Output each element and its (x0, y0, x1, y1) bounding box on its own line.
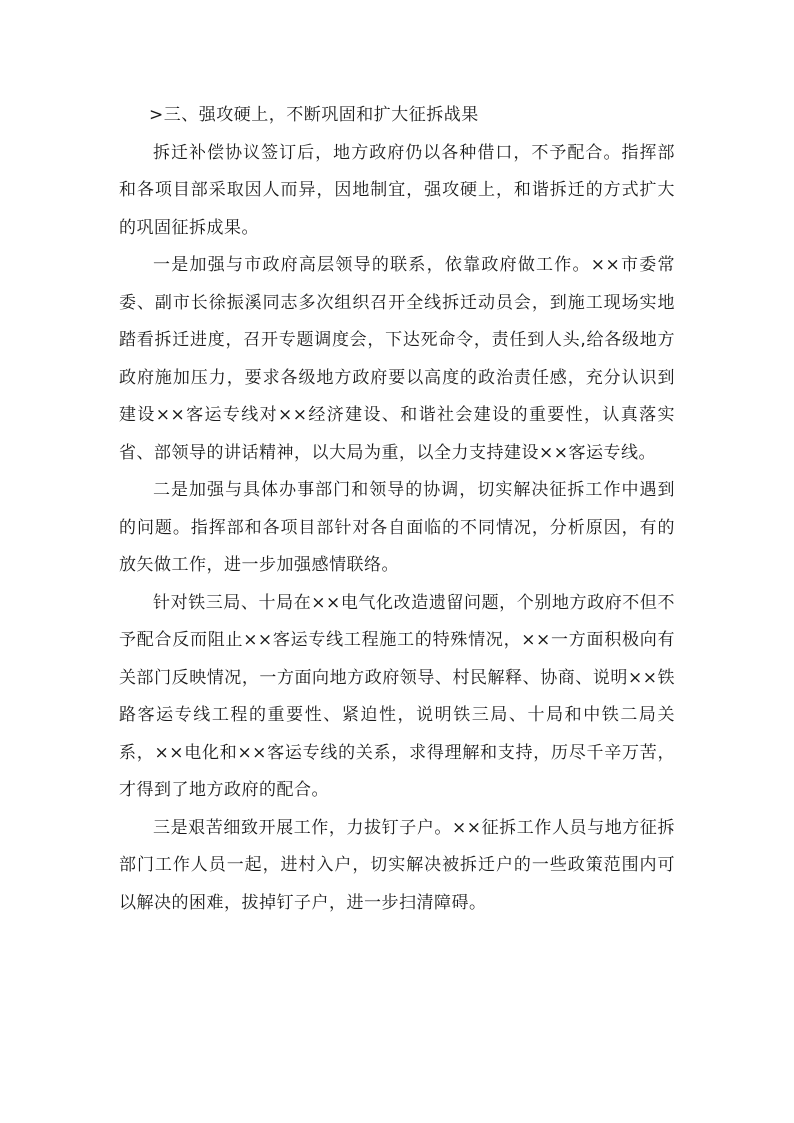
paragraph-intro: 拆迁补偿协议签订后，地方政府仍以各种借口，不予配合。指挥部和各项目部采取因人而异，因地制宜，强攻硬上，和谐拆迁的方式扩大的巩固征拆成果。 (119, 142, 675, 238)
paragraph-point-one: 一是加强与市政府高层领导的联系，依靠政府做工作。××市委常委、副市长徐振溪同志多次组织召开全线拆迁动员会，到施工现场实地踏看拆迁进度，召开专题调度会，下达死命令，责任到人头,给各级地方政府施加压力，要求各级地方政府要以高度的政治责任感，充分认识到建设××客运专线对××经济建设、和谐社会建设的重要性，认真落实省、部领导的讲话精神，以大局为重，以全力支持建设××客运专线。 (119, 255, 675, 463)
paragraph-special-case: 针对铁三局、十局在××电气化改造遗留问题，个别地方政府不但不予配合反而阻止××客运专线工程施工的特殊情况，××一方面积极向有关部门反映情况，一方面向地方政府领导、村民解释、协商、说明××铁路客运专线工程的重要性、紧迫性，说明铁三局、十局和中铁二局关系，××电化和××客运专线的关系，求得理解和支持，历尽千辛万苦，才得到了地方政府的配合。 (119, 592, 675, 800)
section-heading: >三、强攻硬上，不断巩固和扩大征拆战果 (149, 105, 479, 125)
paragraph-point-two: 二是加强与具体办事部门和领导的协调，切实解决征拆工作中遇到的问题。指挥部和各项目部针对各自面临的不同情况，分析原因，有的放矢做工作，进一步加强感情联络。 (119, 480, 675, 575)
paragraph-point-three: 三是艰苦细致开展工作，力拔钉子户。××征拆工作人员与地方征拆部门工作人员一起，进村入户，切实解决被拆迁户的一些政策范围内可以解决的困难，拔掉钉子户，进一步扫清障碍。 (119, 817, 675, 913)
document-body (119, 97, 675, 922)
